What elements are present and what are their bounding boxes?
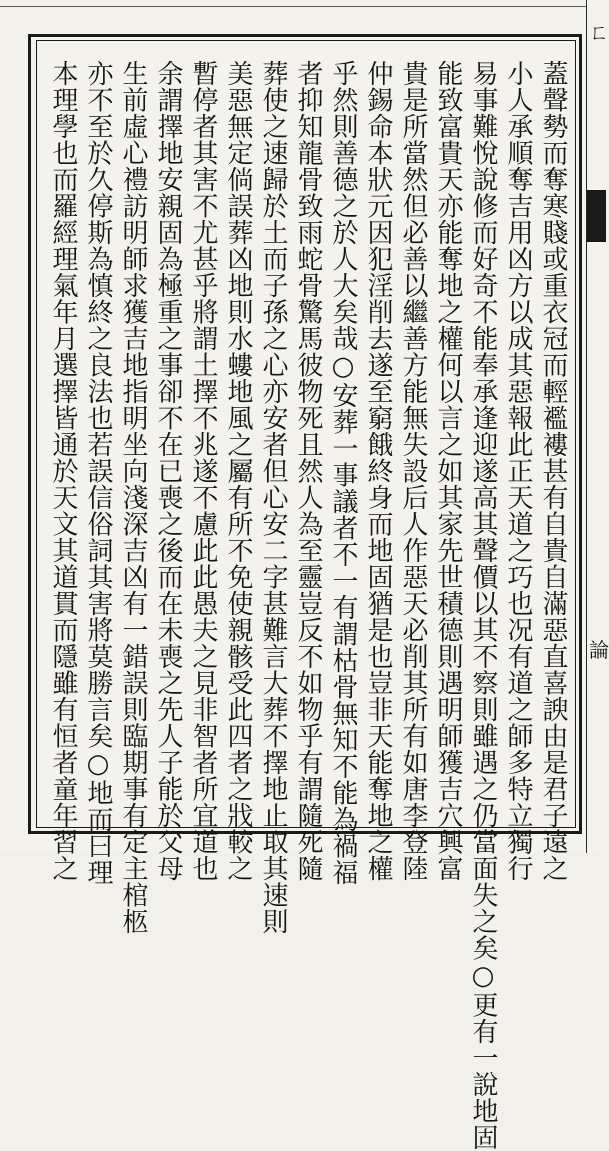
text-column-7: 乎然則善德之於人大矣哉○安葬一事議者不一有謂枯骨無知不能為禍福 — [328, 60, 358, 886]
text-column-13: 生前虛心禮訪明師求獲吉地指明坐向淺深吉凶有一錯誤則臨期事有定主棺柩 — [118, 60, 148, 935]
spine-bottom-char: 論 — [589, 638, 609, 662]
book-spine-margin — [586, 0, 609, 853]
text-column-8: 者抑知龍骨致雨蛇骨驚馬彼物死且然人為至靈豈反不如物乎有謂隨死隨 — [293, 60, 323, 882]
text-column-10: 美惡無定倘誤葬凶地則水螻地風之屬有所不免使親骸受此四者之戕較之 — [223, 60, 253, 882]
text-column-11: 暫停者其害不尤甚乎將謂土擇不兆遂不慮此此愚夫之見非智者所宜道也 — [188, 60, 218, 882]
text-column-15: 本理學也而羅經理氣年月選擇皆通於天文其道貫而隱雖有恒者童年習之 — [48, 60, 78, 882]
text-column-1: 蓋聲勢而奪寒賤或重衣冠而輕襤褸甚有自貴自滿惡直喜諛由是君子遠之 — [538, 60, 568, 882]
spine-label: ㄈ — [589, 20, 609, 44]
text-column-12: 余謂擇地安親固為極重之事卻不在已喪之後而在未喪之先人子能於父母 — [153, 60, 183, 882]
text-column-9: 葬使之速歸於土而子孫之心亦安者但心安二字甚難言大葬不擇地止取其速則 — [258, 60, 288, 935]
text-column-6: 仲錫命本狀元因犯淫削去遂至窮餓終身而地固猶是也豈非天能奪地之權 — [363, 60, 393, 882]
text-column-4: 能致富貴天亦能奪地之權何以言之如其家先世積德則遇明師獲吉穴興富 — [433, 60, 463, 882]
vertical-text-body — [46, 60, 568, 1151]
spine-block-mark — [587, 190, 606, 242]
text-column-14: 亦不至於久停斯為慎終之良法也若誤信俗詞其害將莫勝言矣○地而曰理 — [83, 60, 113, 886]
text-column-3: 易事難悅說修而好奇不能奉承逢迎遂高其聲價以其不察則雖遇之仍當面失之矣○更有一說地固 — [468, 60, 498, 1151]
page-top-edge — [0, 0, 586, 7]
text-column-2: 小人承順奪吉用凶方以成其惡報此正天道之巧也况有道之師多特立獨行 — [503, 60, 533, 882]
text-column-5: 貴是所當然但必善以繼善方能無失設后人作惡天必削其所有如唐李登陸 — [398, 60, 428, 882]
